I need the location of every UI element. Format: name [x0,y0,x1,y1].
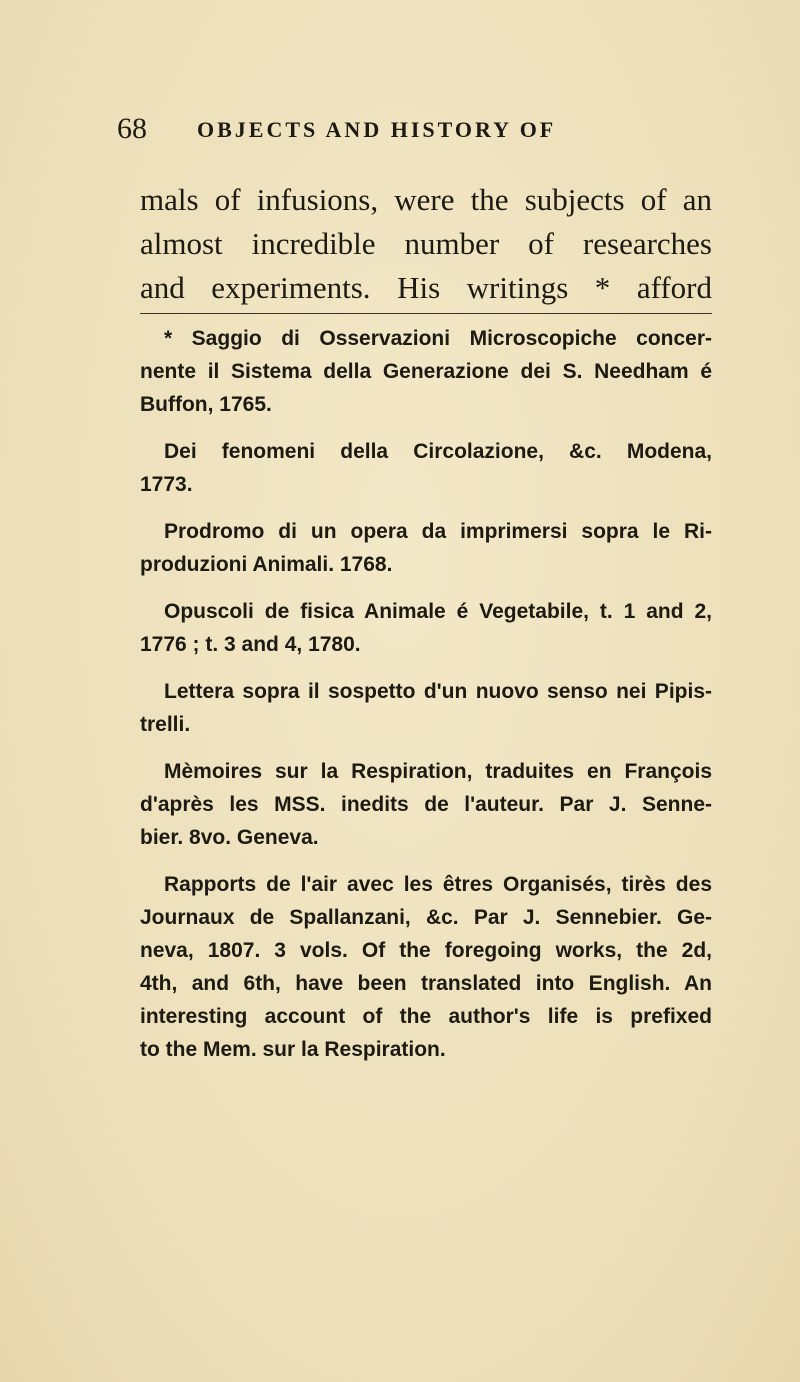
footnote-lettera [140,675,712,741]
footnote-line: Mèmoires sur la Respiration, traduites en François [164,760,712,783]
footnote-line: bier. 8vo. Geneva. [140,826,319,849]
footnote-line: to the Mem. sur la Respiration. [140,1038,446,1061]
footnote-line: Rapports de l'air avec les êtres Organisés, tirès des [164,873,712,896]
footnotes [140,322,712,1080]
footnote-saggio [140,322,712,421]
page-number: 68 [117,112,147,145]
footnote-prodromo [140,515,712,581]
footnote-line: neva, 1807. 3 vols. Of the foregoing works, the 2d, [140,939,712,962]
footnote-line: produzioni Animali. 1768. [140,553,393,576]
footnote-line: Buffon, 1765. [140,393,272,416]
footnote-line: 1776 ; t. 3 and 4, 1780. [140,633,361,656]
running-head: OBJECTS AND HISTORY OF [197,117,557,142]
footnote-line: d'après les MSS. inedits de l'auteur. Par J. Senne- [140,793,712,816]
body-paragraph [140,178,712,310]
footnote-divider [140,313,712,314]
body-line: mals of infusions, were the subjects of an [140,182,712,217]
footnote-rapports [140,868,712,1066]
footnote-line: Journaux de Spallanzani, &c. Par J. Sennebier. Ge- [140,906,712,929]
footnote-circolazione [140,435,712,501]
footnote-line: interesting account of the author's life is prefixed [140,1005,712,1028]
footnote-line: nente il Sistema della Generazione dei S. Needham é [140,360,712,383]
footnote-line: Lettera sopra il sospetto d'un nuovo senso nei Pipis- [164,680,712,703]
footnote-line: Prodromo di un opera da imprimersi sopra le Ri- [164,520,712,543]
body-line: and experiments. His writings * afford [140,270,712,305]
footnote-opuscoli [140,595,712,661]
footnote-line: * Saggio di Osservazioni Microscopiche concer- [164,327,712,350]
footnote-line: Opuscoli de fisica Animale é Vegetabile, t. 1 and 2, [164,600,712,623]
page-header [117,112,737,152]
footnote-line: trelli. [140,713,191,736]
footnote-memoires [140,755,712,854]
footnote-line: Dei fenomeni della Circolazione, &c. Modena, [164,440,712,463]
footnote-line: 1773. [140,473,193,496]
footnote-line: 4th, and 6th, have been translated into English. An [140,972,712,995]
body-line: almost incredible number of researches [140,226,712,261]
